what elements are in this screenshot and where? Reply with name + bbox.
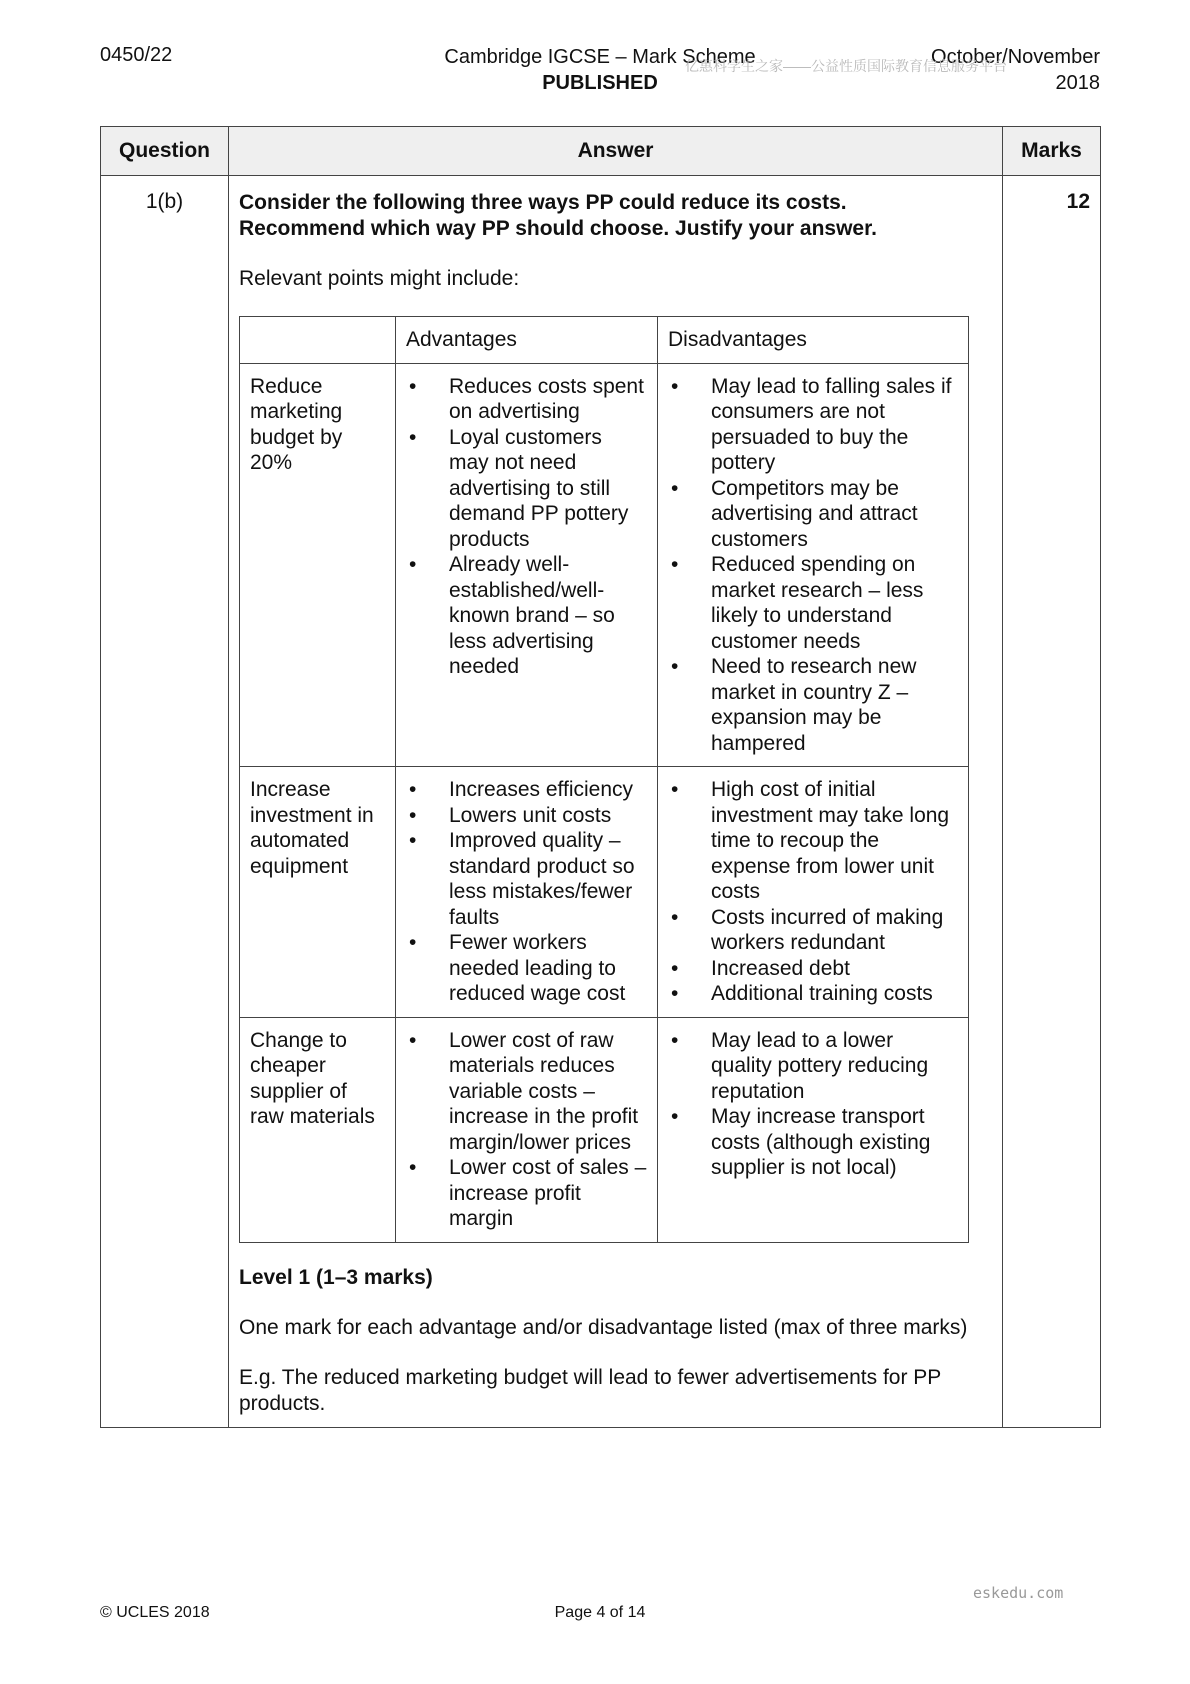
paper-code: 0450/22 — [100, 44, 173, 66]
question-number: 1(b) — [101, 176, 229, 1428]
option-label: Increase investment in automated equipment — [240, 767, 396, 1018]
option-row-supplier — [240, 1017, 969, 1242]
option-row-automation — [240, 767, 969, 1018]
inner-header-advantages: Advantages — [396, 317, 658, 364]
question-prompt-line-2: Recommend which way PP should choose. Justify your answer. — [239, 217, 877, 240]
session-year: 2018 — [1055, 72, 1100, 94]
watermark-text: 亿惠科学生之家——公益性质国际教育信息服务平台 — [685, 58, 1007, 74]
list-item: • Additional training costs — [668, 981, 958, 1007]
table-header-row — [101, 127, 1101, 176]
relevant-points-intro: Relevant points might include: — [239, 267, 520, 290]
document-title: Cambridge IGCSE – Mark Scheme — [444, 46, 756, 68]
list-item: • Already well-established/well-known brand – so less advertising needed — [406, 552, 647, 680]
column-header-question: Question — [101, 127, 229, 176]
list-item: • Reduced spending on market research – less likely to understand customer needs — [668, 552, 958, 654]
question-prompt-line-1: Consider the following three ways PP could reduce its costs. — [239, 191, 847, 214]
disadvantages-cell — [658, 363, 969, 767]
list-item: • Lowers unit costs — [406, 803, 647, 829]
disadvantages-cell — [658, 767, 969, 1018]
advantages-cell — [396, 767, 658, 1018]
question-row — [101, 176, 1101, 1428]
advantages-cell — [396, 363, 658, 767]
answer-cell — [229, 176, 1003, 1428]
inner-header-row — [240, 317, 969, 364]
advantages-cell — [396, 1017, 658, 1242]
column-header-marks: Marks — [1003, 127, 1101, 176]
copyright: © UCLES 2018 — [100, 1604, 210, 1621]
page-number: Page 4 of 14 — [554, 1604, 646, 1621]
option-label: Change to cheaper supplier of raw materials — [240, 1017, 396, 1242]
cost-options-table — [239, 316, 969, 1243]
level-heading: Level 1 (1–3 marks) — [239, 1265, 433, 1289]
session-months: October/November — [931, 46, 1100, 68]
published-label: PUBLISHED — [542, 72, 658, 94]
column-header-answer: Answer — [229, 127, 1003, 176]
list-item: • Lower cost of sales – increase profit margin — [406, 1155, 647, 1232]
marks-value: 12 — [1003, 176, 1101, 1428]
disadvantages-cell — [658, 1017, 969, 1242]
inner-header-blank — [240, 317, 396, 364]
option-label: Reduce marketing budget by 20% — [240, 363, 396, 767]
mark-scheme-table — [100, 126, 1101, 1428]
list-item: • Lower cost of raw materials reduces variable costs – increase in the profit margin/lower prices — [406, 1028, 647, 1156]
list-item: • Increased debt — [668, 956, 958, 982]
site-watermark: eskedu.com — [973, 1584, 1064, 1602]
list-item: • Need to research new market in country Z – expansion may be hampered — [668, 654, 958, 756]
list-item: • Costs incurred of making workers redundant — [668, 905, 958, 956]
list-item: • Reduces costs spent on advertising — [406, 374, 647, 425]
inner-header-disadvantages: Disadvantages — [658, 317, 969, 364]
level-example: E.g. The reduced marketing budget will lead to fewer advertisements for PP products. — [239, 1365, 941, 1415]
list-item: • May increase transport costs (although existing supplier is not local) — [668, 1104, 958, 1181]
list-item: • Competitors may be advertising and attract customers — [668, 476, 958, 553]
list-item: • May lead to falling sales if consumers are not persuaded to buy the pottery — [668, 374, 958, 476]
list-item: • High cost of initial investment may take long time to recoup the expense from lower unit costs — [668, 777, 958, 905]
level-description: One mark for each advantage and/or disadvantage listed (max of three marks) — [239, 1315, 968, 1339]
list-item: • Fewer workers needed leading to reduced wage cost — [406, 930, 647, 1007]
list-item: • Increases efficiency — [406, 777, 647, 803]
list-item: • May lead to a lower quality pottery reducing reputation — [668, 1028, 958, 1105]
option-row-marketing — [240, 363, 969, 767]
list-item: • Loyal customers may not need advertising to still demand PP pottery products — [406, 425, 647, 553]
list-item: • Improved quality – standard product so less mistakes/fewer faults — [406, 828, 647, 930]
